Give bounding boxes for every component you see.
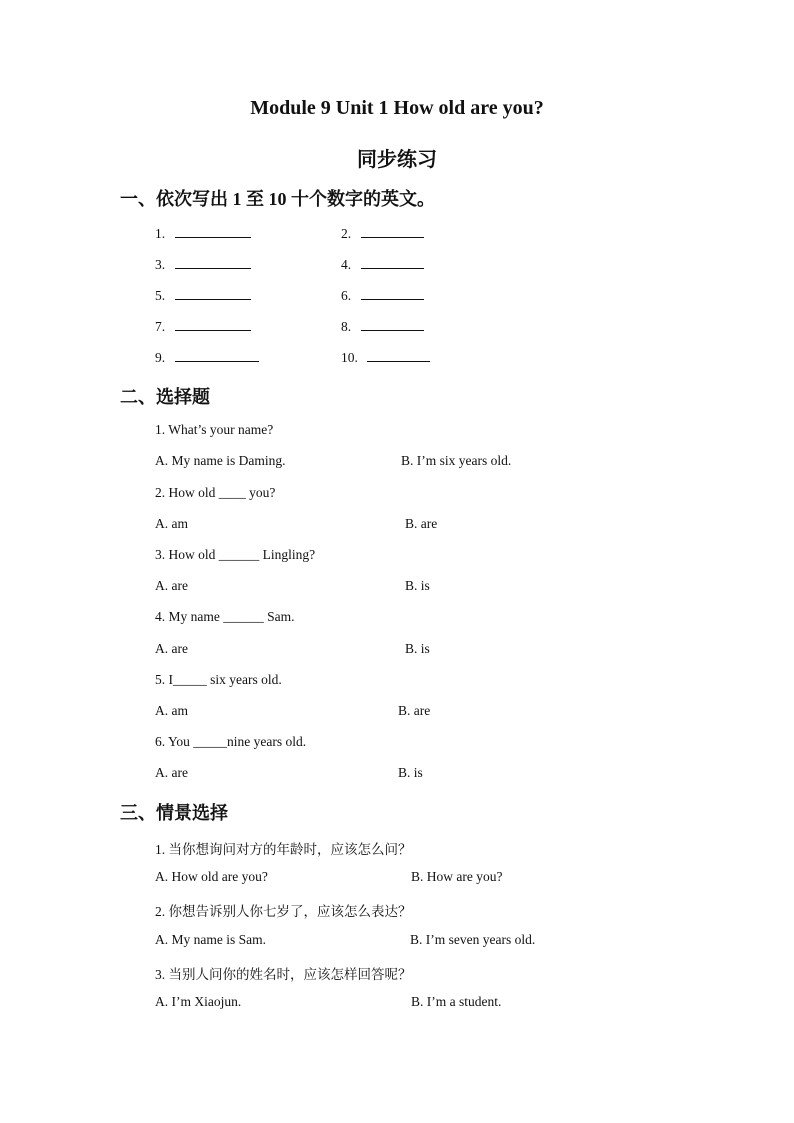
answer-blank[interactable]: [175, 225, 251, 238]
option-a[interactable]: A. My name is Sam.: [155, 932, 266, 947]
question-text: 4. My name ______ Sam.: [155, 609, 295, 624]
option-b[interactable]: B. I’m a student.: [411, 994, 502, 1009]
option-a[interactable]: A. are: [155, 578, 188, 593]
answer-blank[interactable]: [361, 318, 424, 331]
question-text: 3. 当别人问你的姓名时，应该怎样回答呢？: [155, 967, 412, 982]
question-text: 1. 当你想询问对方的年龄时，应该怎么问？: [155, 842, 412, 857]
option-b[interactable]: B. I’m seven years old.: [410, 932, 536, 947]
number-item-2: [341, 225, 424, 242]
option-b[interactable]: B. I’m six years old.: [401, 453, 512, 468]
number-label: 3.: [155, 257, 166, 272]
number-label: 7.: [155, 319, 166, 334]
option-b[interactable]: B. are: [398, 703, 431, 718]
section-1-heading: 一、依次写出 1 至 10 十个数字的英文。: [120, 189, 435, 209]
option-b[interactable]: B. How are you?: [411, 869, 503, 884]
section-3-heading: 三、情景选择: [120, 803, 228, 823]
number-label: 8.: [341, 319, 352, 334]
number-item-7: [155, 318, 251, 335]
number-item-5: [155, 287, 251, 304]
option-a[interactable]: A. are: [155, 765, 188, 780]
answer-blank[interactable]: [175, 349, 259, 362]
number-item-10: [341, 349, 430, 366]
question-text: 1. What’s your name?: [155, 422, 274, 437]
option-b[interactable]: B. is: [405, 641, 430, 656]
option-a[interactable]: A. am: [155, 703, 188, 718]
question-text: 5. I_____ six years old.: [155, 672, 282, 687]
answer-blank[interactable]: [361, 287, 424, 300]
number-label: 5.: [155, 288, 166, 303]
option-a[interactable]: A. are: [155, 641, 188, 656]
number-label: 4.: [341, 257, 352, 272]
answer-blank[interactable]: [175, 318, 251, 331]
number-label: 6.: [341, 288, 352, 303]
answer-blank[interactable]: [361, 225, 424, 238]
option-b[interactable]: B. are: [405, 516, 438, 531]
question-text: 6. You _____nine years old.: [155, 734, 307, 749]
answer-blank[interactable]: [367, 349, 430, 362]
number-label: 2.: [341, 226, 352, 241]
number-item-4: [341, 256, 424, 273]
number-item-3: [155, 256, 251, 273]
number-item-9: [155, 349, 259, 366]
page-title: Module 9 Unit 1 How old are you?: [250, 97, 544, 119]
option-a[interactable]: A. My name is Daming.: [155, 453, 286, 468]
number-label: 1.: [155, 226, 166, 241]
answer-blank[interactable]: [361, 256, 424, 269]
page-subtitle: 同步练习: [357, 149, 437, 171]
answer-blank[interactable]: [175, 287, 251, 300]
option-a[interactable]: A. am: [155, 516, 188, 531]
question-text: 2. How old ____ you?: [155, 485, 276, 500]
number-label: 10.: [341, 350, 358, 365]
number-item-8: [341, 318, 424, 335]
option-a[interactable]: A. How old are you?: [155, 869, 268, 884]
question-text: 2. 你想告诉别人你七岁了，应该怎么表达？: [155, 904, 412, 919]
option-b[interactable]: B. is: [398, 765, 423, 780]
number-item-6: [341, 287, 424, 304]
section-2-heading: 二、选择题: [120, 387, 210, 407]
option-b[interactable]: B. is: [405, 578, 430, 593]
answer-blank[interactable]: [175, 256, 251, 269]
question-text: 3. How old ______ Lingling?: [155, 547, 316, 562]
number-label: 9.: [155, 350, 166, 365]
option-a[interactable]: A. I’m Xiaojun.: [155, 994, 242, 1009]
number-item-1: [155, 225, 251, 242]
